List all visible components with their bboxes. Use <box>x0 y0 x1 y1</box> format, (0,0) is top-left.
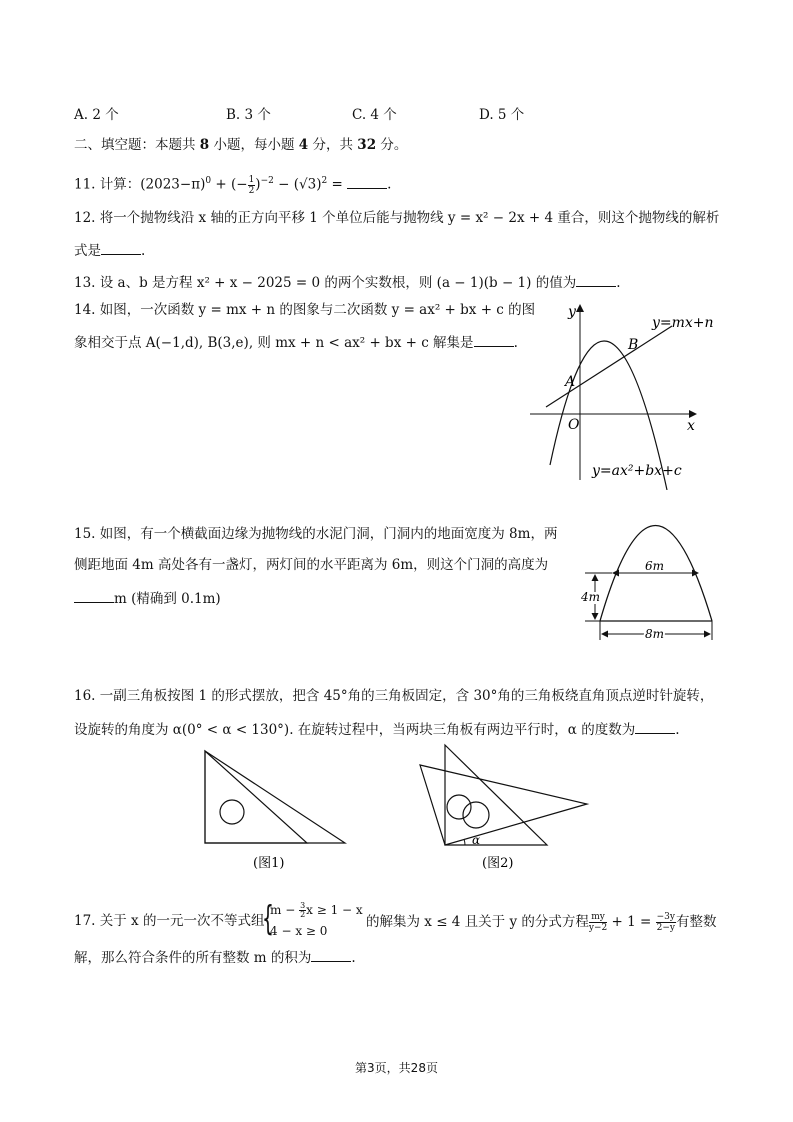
answer-blank[interactable] <box>347 174 387 189</box>
triangle-45 <box>205 751 345 843</box>
question-12-line2: 式是 . <box>74 240 145 260</box>
fraction-half: $\frac{1}{2}$ <box>248 174 255 196</box>
ground-width-label: 8m <box>645 627 665 641</box>
section-header: 二、填空题：本题共 8 小题，每小题 4 分，共 32 分。 <box>74 137 408 153</box>
system-line-2: 4 − x ≥ 0 <box>270 924 328 938</box>
q16-figure-2 <box>410 743 600 878</box>
alpha-label: α <box>472 833 481 847</box>
height-label: 4m <box>581 590 601 604</box>
choice-d: D. 5 个 <box>479 107 525 123</box>
triangle-30 <box>205 751 307 843</box>
answer-blank[interactable] <box>576 272 616 287</box>
y-axis-label: y <box>568 304 576 320</box>
figure-2-caption: (图2) <box>482 856 514 871</box>
fraction-minus-3y: $\frac{-3y}{2-y}$ <box>656 912 675 933</box>
triangle-hole-2 <box>463 802 489 828</box>
question-17-line1: 17. 关于 x 的一元一次不等式组 <box>74 913 265 929</box>
question-12-line1: 12. 将一个抛物线沿 x 轴的正方向平移 1 个单位后能与抛物线 y = x² − 2x + 4 重合，则这个抛物线的解析 <box>74 210 720 226</box>
choice-b: B. 3 个 <box>226 107 271 123</box>
q14-graph-figure <box>530 300 730 490</box>
lamp-width-label: 6m <box>645 559 665 573</box>
question-13: 13. 设 a、b 是方程 x² + x − 2025 = 0 的两个实数根，则 (a − 1)(b − 1) 的值为 . <box>74 272 621 292</box>
answer-blank[interactable] <box>474 332 514 347</box>
question-17-line1-rest: 的解集为 x ≤ 4 且关于 y 的分式方程 $\frac{my}{y-2}$ + 1 = $\frac{-3y}{2-y}$ 有整数 <box>366 912 717 933</box>
parabola-equation-label: y=ax²+bx+c <box>592 463 682 479</box>
answer-blank[interactable] <box>635 719 675 734</box>
choice-a: A. 2 个 <box>74 107 119 123</box>
system-brace: { <box>262 899 274 939</box>
triangle-hole-1 <box>447 795 471 819</box>
question-16-line1: 16. 一副三角板按图 1 的形式摆放，把含 45°角的三角板固定，含 30°角的三角板绕直角顶点逆时针旋转， <box>74 688 714 704</box>
q16-figure-1 <box>195 743 355 878</box>
origin-label: O <box>568 417 580 433</box>
fraction-three-halves: $\frac{3}{2}$ <box>300 901 306 919</box>
point-b-label: B <box>628 337 639 353</box>
answer-blank[interactable] <box>74 588 114 603</box>
question-14-line2: 象相交于点 A(−1,d), B(3,e), 则 mx + n < ax² + bx + c 解集是 . <box>74 332 518 352</box>
question-11: 11. 计算：$(2023-\pi)^0$ + (− $\frac{1}{2}$ )$^{-2} - (√3)^2$ = . <box>74 174 392 196</box>
system-line-1: m − $\frac{3}{2}$ x ≥ 1 − x <box>270 901 363 919</box>
line-mx-n <box>546 326 672 407</box>
rotation-angle-arc <box>464 839 465 845</box>
point-a-label: A <box>565 374 576 390</box>
question-17-line2: 解，那么符合条件的所有整数 m 的积为 . <box>74 947 356 967</box>
figure-1-caption: (图1) <box>253 856 285 871</box>
choice-c: C. 4 个 <box>352 107 397 123</box>
triangle-hole <box>220 800 244 824</box>
answer-blank[interactable] <box>311 947 351 962</box>
page-footer: 第3页，共28页 <box>355 1061 438 1075</box>
question-14-line1: 14. 如图，一次函数 y = mx + n 的图象与二次函数 y = ax² + bx + c 的图 <box>74 302 536 318</box>
question-15-line3: m (精确到 0.1m) <box>74 588 221 608</box>
x-axis-label: x <box>687 418 695 434</box>
question-15-line1: 15. 如图，有一个横截面边缘为抛物线的水泥门洞，门洞内的地面宽度为 8m，两 <box>74 526 558 542</box>
question-15-line2: 侧距地面 4m 高处各有一盏灯，两灯间的水平距离为 6m，则这个门洞的高度为 <box>74 557 549 573</box>
question-16-line2: 设旋转的角度为 α(0° < α < 130°). 在旋转过程中，当两块三角板有两边平行时，α 的度数为 . <box>74 719 680 739</box>
q15-arch-figure <box>575 520 725 650</box>
line-equation-label: y=mx+n <box>652 315 714 331</box>
answer-blank[interactable] <box>101 240 141 255</box>
fraction-my: $\frac{my}{y-2}$ <box>588 912 608 933</box>
